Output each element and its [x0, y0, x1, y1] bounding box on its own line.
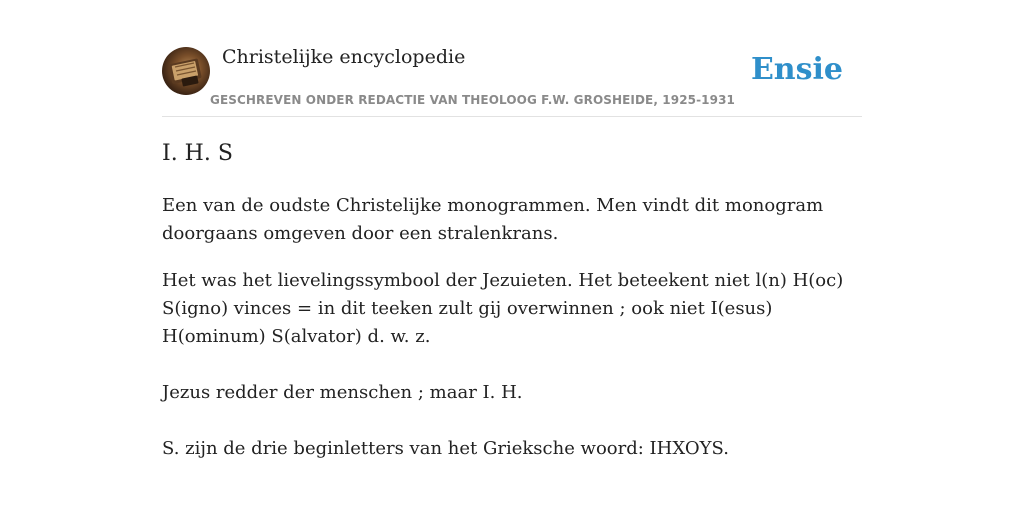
article-paragraph: Jezus redder der menschen ; maar I. H. — [162, 382, 523, 403]
article-body — [162, 138, 862, 463]
article-title: I. H. S — [162, 141, 233, 166]
site-header — [162, 46, 862, 117]
book-cover-icon[interactable] — [162, 47, 210, 95]
article-paragraph: Een van de oudste Christelijke monogrammen. Men vindt dit monogram doorgaans omgeven door een stralenkrans. — [162, 195, 824, 244]
site-title[interactable]: Christelijke encyclopedie — [222, 46, 466, 68]
article-paragraph: S. zijn de drie beginletters van het Grieksche woord: IHXOYS. — [162, 438, 729, 459]
site-subtitle: GESCHREVEN ONDER REDACTIE VAN THEOLOOG F.W. GROSHEIDE, 1925-1931 — [210, 93, 735, 107]
article-paragraph: Het was het lievelingssymbool der Jezuieten. Het beteekent niet l(n) H(oc) S(igno) vinces = in dit teeken zult gij overwinnen ; ook niet I(esus) H(ominum) S(alvator) d. w. z. — [162, 270, 844, 347]
brand-logo-link[interactable]: Ensie — [750, 52, 843, 87]
